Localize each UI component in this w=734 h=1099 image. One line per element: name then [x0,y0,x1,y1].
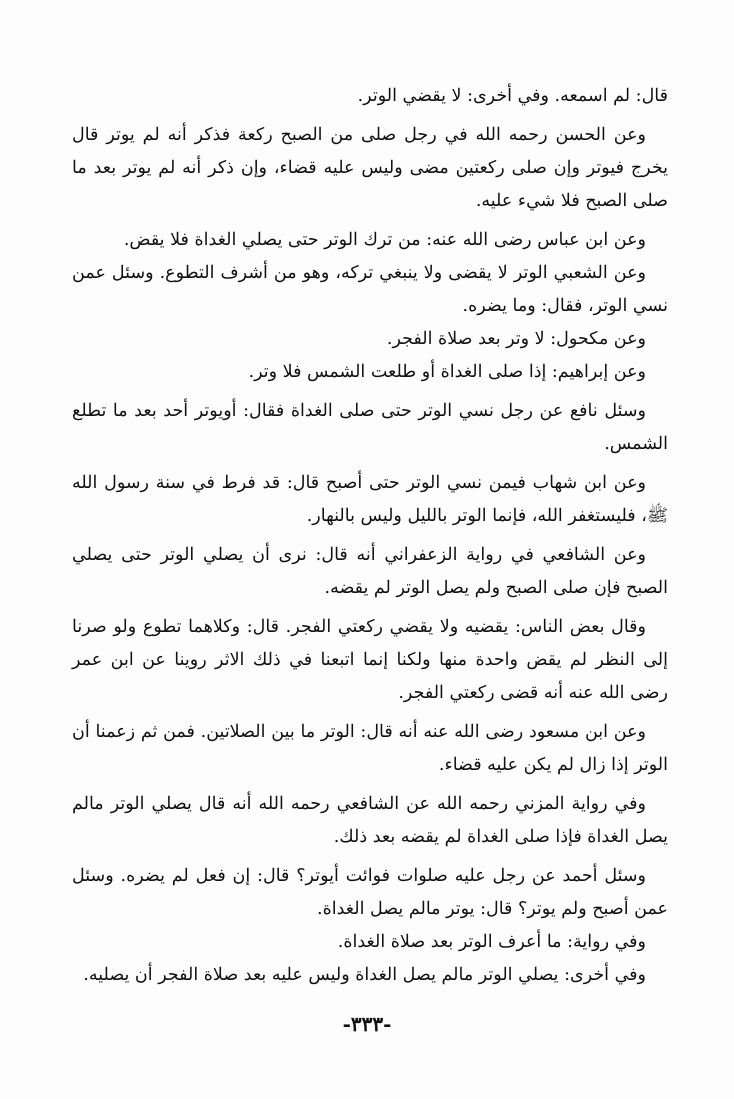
paragraph: وسئل أحمد عن رجل عليه صلوات فوائت أيوتر؟ قال: إن فعل لم يضره. وسئل عمن أصبح ولم يوتر؟ قال: يوتر مالم يصل الغداة. [72,866,668,919]
paragraph: وسئل نافع عن رجل نسي الوتر حتى صلى الغداة فقال: أويوتر أحد بعد ما تطلع الشمس. [72,401,668,454]
page-number: -٣٣٣- [342,1012,392,1036]
paragraph: وفي أخرى: يصلي الوتر مالم يصل الغداة وليس عليه بعد صلاة الفجر أن يصليه. [83,965,646,985]
page-body-text [72,80,668,992]
paragraph: وعن ابن مسعود رضى الله عنه أنه قال: الوتر ما بين الصلاتين. فمن ثم زعمنا أن الوتر إذا زال لم يكن عليه قضاء. [72,722,668,775]
paragraph: وعن الشافعي في رواية الزعفراني أنه قال: نرى أن يصلي الوتر حتى يصلي الصبح فإن صلى الصبح ولم يصل الوتر لم يقضه. [72,545,668,598]
paragraph: وعن ابن عباس رضى الله عنه: من ترك الوتر حتى يصلي الغداة فلا يقض. [123,230,646,250]
paragraph: وعن إبراهيم: إذا صلى الغداة أو طلعت الشمس فلا وتر. [248,362,646,382]
paragraph: وفي رواية المزني رحمه الله عن الشافعي رحمه الله أنه قال يصلي الوتر مالم يصل الغداة فإذا صلى الغداة لم يقضه بعد ذلك. [72,794,668,847]
paragraph: وعن ابن شهاب فيمن نسي الوتر حتى أصبح قال: قد فرط في سنة رسول الله ﷺ، فليستغفر الله، فإنما الوتر بالليل وليس بالنهار. [72,473,668,526]
paragraph: قال: لم اسمعه. وفي أخرى: لا يقضي الوتر. [357,86,668,106]
paragraph: وعن مكحول: لا وتر بعد صلاة الفجر. [386,329,646,349]
paragraph: وقال بعض الناس: يقضيه ولا يقضي ركعتي الفجر. قال: وكلاهما تطوع ولو صرنا إلى النظر لم يقض واحدة منها ولكنا إنما اتبعنا في ذلك الاثر روينا عن ابن عمر رضى الله عنه أنه قضى ركعتي الفجر. [72,617,668,703]
paragraph: وعن الشعبي الوتر لا يقضى ولا ينبغي تركه، وهو من أشرف التطوع. وسئل عمن نسي الوتر، فقال: وما يضره. [72,263,668,316]
paragraph: وفي رواية: ما أعرف الوتر بعد صلاة الغداة. [337,932,646,952]
paragraph: وعن الحسن رحمه الله في رجل صلى من الصبح ركعة فذكر أنه لم يوتر قال يخرج فيوتر وإن صلى ركعتين مضى وليس عليه قضاء، وإن ذكر أنه لم يوتر بعد ما صلى الصبح فلا شيء عليه. [72,125,668,211]
